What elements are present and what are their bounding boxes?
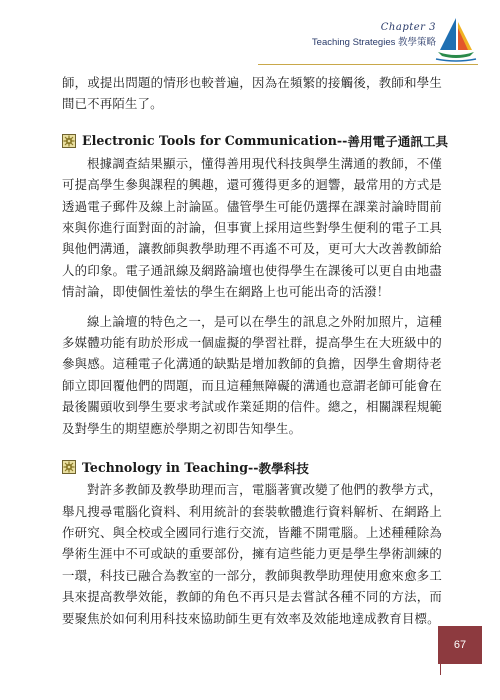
page-number: 67 bbox=[438, 626, 482, 664]
running-header bbox=[258, 14, 478, 70]
header-rule bbox=[258, 64, 478, 65]
section-heading-separator: -- bbox=[248, 459, 259, 475]
section-heading-en: Technology in Teaching bbox=[82, 459, 249, 475]
body-paragraph: 對許多教師及教學助理而言，電腦著實改變了他們的教學方式，舉凡搜尋電腦化資料、利用統計的套裝軟體進行資料解析、在網路上作研究、與全校或全國同行進行交流，皆離不開電腦。上述種種除為學術生涯中不可或缺的重要部份，擁有這些能力更是學生學術訓練的一環，科技已融合為教室的一部分，教師與教學助理使用愈來愈多工具來提高教學效能，教師的角色不再只是去嘗試各種不同的方法，而要聚焦於如何利用科技來協助師生更有效率及效能地達成教育目標。 bbox=[62, 482, 442, 626]
chapter-label: Chapter 3 bbox=[380, 22, 436, 33]
body-paragraph: 線上論壇的特色之一，是可以在學生的訊息之外附加照片，這種多媒體功能有助於形成一個虛擬的學習社群，提高學生在大班級中的參與感。這種電子化溝通的缺點是增加教師的負擔，因學生會期待老師立即回覆他們的問題，而且這種無障礙的溝通也意謂老師可能會在最後關頭收到學生要求考試或作業延期的信件。總之，相關課程規範及對學生的期望應於學期之初即告知學生。 bbox=[62, 313, 442, 436]
section-heading-separator: -- bbox=[336, 133, 348, 149]
gear-bullet-icon bbox=[62, 134, 76, 148]
section-heading-electronic-tools bbox=[62, 131, 449, 151]
section-heading-zh: 教學科技 bbox=[258, 460, 309, 476]
chapter-subtitle: Teaching Strategies 教學策略 bbox=[311, 37, 436, 48]
body-paragraph: 根據調查結果顯示，懂得善用現代科技與學生溝通的教師，不僅可提高學生參與課程的興趣，還可獲得更多的迴響，最常用的方式是透過電子郵件及線上討論區。儘管學生可能仍選擇在課業討論時間前來與你進行面對面的討論，但事實上採用這些對學生便利的電子工具與他們溝通，讓教師與教學助理不再遙不可及，更可大大改善教師給人的印象。電子通訊線及網路論壇也使得學生在課後可以更自由地盡情討論，即使個性羞怯的學生在網路上也可能出奇的活潑！ bbox=[62, 155, 442, 300]
page-body bbox=[62, 72, 449, 629]
header-text bbox=[312, 22, 436, 48]
gear-bullet-icon bbox=[62, 460, 76, 474]
section-heading-zh: 善用電子通訊工具 bbox=[347, 134, 449, 150]
continuation-paragraph: 師，或提出問題的情形也較普遍，因為在頻繁的接觸後，教師和學生間已不再陌生了。 bbox=[62, 75, 442, 112]
sailboat-icon bbox=[434, 14, 478, 64]
section-heading-technology bbox=[62, 457, 442, 477]
section-heading-en: Electronic Tools for Communication bbox=[82, 133, 337, 149]
